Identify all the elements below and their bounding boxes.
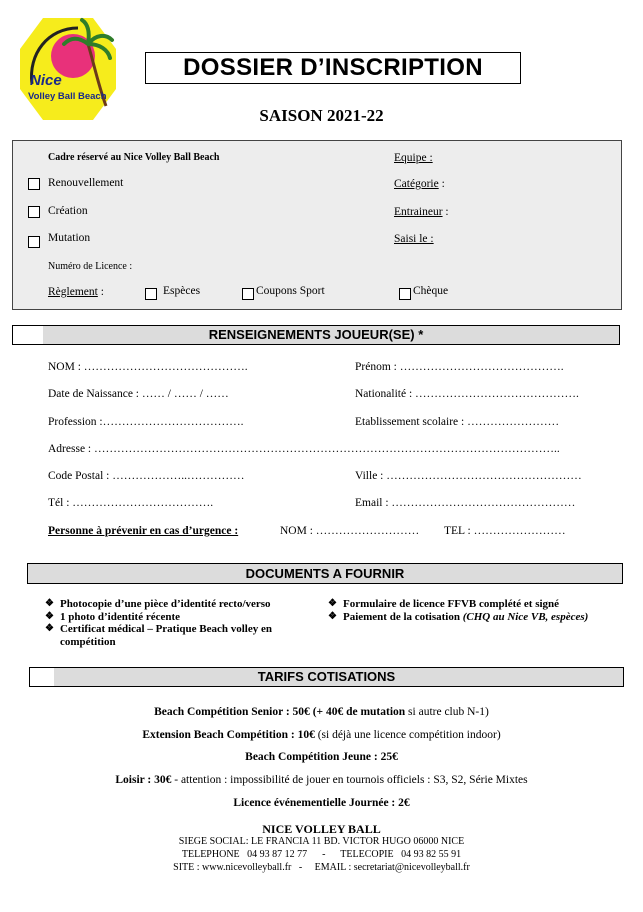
mutation-label: Mutation (48, 232, 91, 244)
licence-number-label: Numéro de Licence : (48, 261, 133, 272)
reserved-heading: Cadre réservé au Nice Volley Ball Beach (48, 152, 220, 163)
coupons-sport-label: Coupons Sport (256, 285, 325, 297)
document-item-text: Photocopie d’une pièce d’identité recto/verso (59, 598, 271, 610)
mutation-checkbox[interactable] (28, 236, 40, 248)
documents-right-list (328, 598, 628, 623)
footer-club-name: NICE VOLLEY BALL (262, 822, 381, 836)
tarif-jeune: Beach Compétition Jeune : 25€ (245, 751, 398, 763)
tarif-senior-mutation: (+ 40€ de mutation (312, 706, 406, 718)
tarif-loisir-label: Loisir : 30€ (115, 774, 172, 786)
payment-text: Paiement de la cotisation (342, 610, 460, 623)
equipe-field[interactable]: Equipe : (394, 152, 433, 164)
payment-detail: (CHQ au Nice VB, espèces) (462, 610, 589, 623)
diamond-bullet-icon: ❖ (328, 598, 337, 609)
document-item (328, 611, 628, 624)
document-item (45, 611, 315, 624)
cheque-checkbox[interactable] (399, 288, 411, 300)
tarif-senior-label: Beach Compétition Senior : 50€ (154, 706, 310, 718)
document-title: DOSSIER D’INSCRIPTION (145, 52, 521, 84)
tarif-extension-rest: (si déjà une licence compétition indoor) (317, 729, 501, 741)
reglement-label (48, 286, 104, 298)
diamond-bullet-icon: ❖ (45, 610, 54, 622)
document-item-text: Certificat médical – Pratique Beach volley en compétition (59, 623, 272, 648)
document-item (45, 598, 315, 611)
emergency-contact-label: Personne à prévenir en cas d’urgence : (48, 525, 239, 537)
diamond-bullet-icon: ❖ (328, 610, 337, 622)
tarifs-section-title: TARIFS COTISATIONS (257, 669, 396, 684)
tarif-loisir (0, 774, 643, 786)
adresse-field[interactable]: Adresse : ………………………………………………………………………………………………………….. (48, 443, 560, 455)
renouvellement-checkbox[interactable] (28, 178, 40, 190)
code-postal-field[interactable]: Code Postal : ………………..…………… (48, 470, 245, 482)
renouvellement-label: Renouvellement (48, 177, 124, 189)
nom-field[interactable]: NOM : ……………………………………. (48, 361, 248, 373)
especes-checkbox[interactable] (145, 288, 157, 300)
logo-text-vbb: Volley Ball Beach (28, 91, 107, 102)
diamond-bullet-icon: ❖ (45, 598, 54, 609)
season-title: SAISON 2021-22 (259, 106, 384, 125)
emergency-nom-field[interactable]: NOM : ……………………… (280, 525, 420, 537)
tarif-journee: Licence événementielle Journée : 2€ (233, 797, 410, 809)
logo-text-nice: Nice (30, 72, 62, 89)
birthdate-field[interactable]: Date de Naissance : …… / …… / …… (48, 388, 229, 400)
entraineur-field[interactable] (394, 206, 449, 218)
player-section-title: RENSEIGNEMENTS JOUEUR(SE) * (208, 327, 424, 342)
saisi-le-field[interactable]: Saisi le : (394, 233, 434, 245)
creation-label: Création (48, 205, 88, 217)
documents-section-title: DOCUMENTS A FOURNIR (245, 566, 405, 581)
tarif-senior (0, 706, 643, 718)
prenom-field[interactable]: Prénom : ……………………………………. (355, 361, 564, 373)
email-field[interactable]: Email : ………………………………………… (355, 497, 576, 509)
creation-checkbox[interactable] (28, 206, 40, 218)
footer-siege: SIEGE SOCIAL: LE FRANCIA 11 BD. VICTOR HUGO 06000 NICE (178, 836, 465, 847)
document-item-text: Formulaire de licence FFVB complété et signé (342, 598, 560, 610)
tarif-loisir-rest: - attention : impossibilité de jouer en tournois officiels : S3, S2, Série Mixtes (174, 774, 528, 786)
ville-field[interactable]: Ville : …………………………………………… (355, 470, 582, 482)
footer-site-email: SITE : www.nicevolleyball.fr - EMAIL : secretariat@nicevolleyball.fr (173, 862, 470, 873)
cheque-label: Chèque (413, 285, 449, 297)
document-item-text: 1 photo d’identité récente (59, 610, 181, 623)
tarif-extension-label: Extension Beach Compétition : 10€ (142, 729, 315, 741)
emergency-tel-field[interactable]: TEL : …………………… (444, 525, 566, 537)
document-item (328, 598, 628, 611)
tarifs-section-header (29, 667, 624, 687)
entraineur-label: Entraineur (394, 206, 443, 218)
tel-field[interactable]: Tél : ………………………………. (48, 497, 214, 509)
etablissement-field[interactable]: Etablissement scolaire : …………………… (355, 416, 560, 428)
categorie-label: Catégorie (394, 178, 439, 190)
footer-telephone: TELEPHONE 04 93 87 12 77 - TELECOPIE 04 93 82 55 91 (181, 849, 462, 860)
categorie-sep: : (441, 178, 445, 190)
tarif-senior-rest: si autre club N-1) (408, 706, 489, 718)
documents-section-header (27, 563, 623, 584)
categorie-field[interactable] (394, 178, 445, 190)
document-item (45, 623, 315, 648)
coupons-sport-checkbox[interactable] (242, 288, 254, 300)
diamond-bullet-icon: ❖ (45, 623, 54, 634)
especes-label: Espèces (163, 285, 201, 297)
entraineur-sep: : (445, 206, 449, 218)
reglement-sep: : (100, 286, 104, 298)
reglement-label-text: Règlement (48, 286, 98, 298)
profession-field[interactable]: Profession :………………………………. (48, 416, 244, 428)
documents-left-list (45, 598, 315, 648)
tarif-extension (0, 729, 643, 741)
nationalite-field[interactable]: Nationalité : ……………………………………. (355, 388, 579, 400)
player-section-header (12, 325, 620, 345)
